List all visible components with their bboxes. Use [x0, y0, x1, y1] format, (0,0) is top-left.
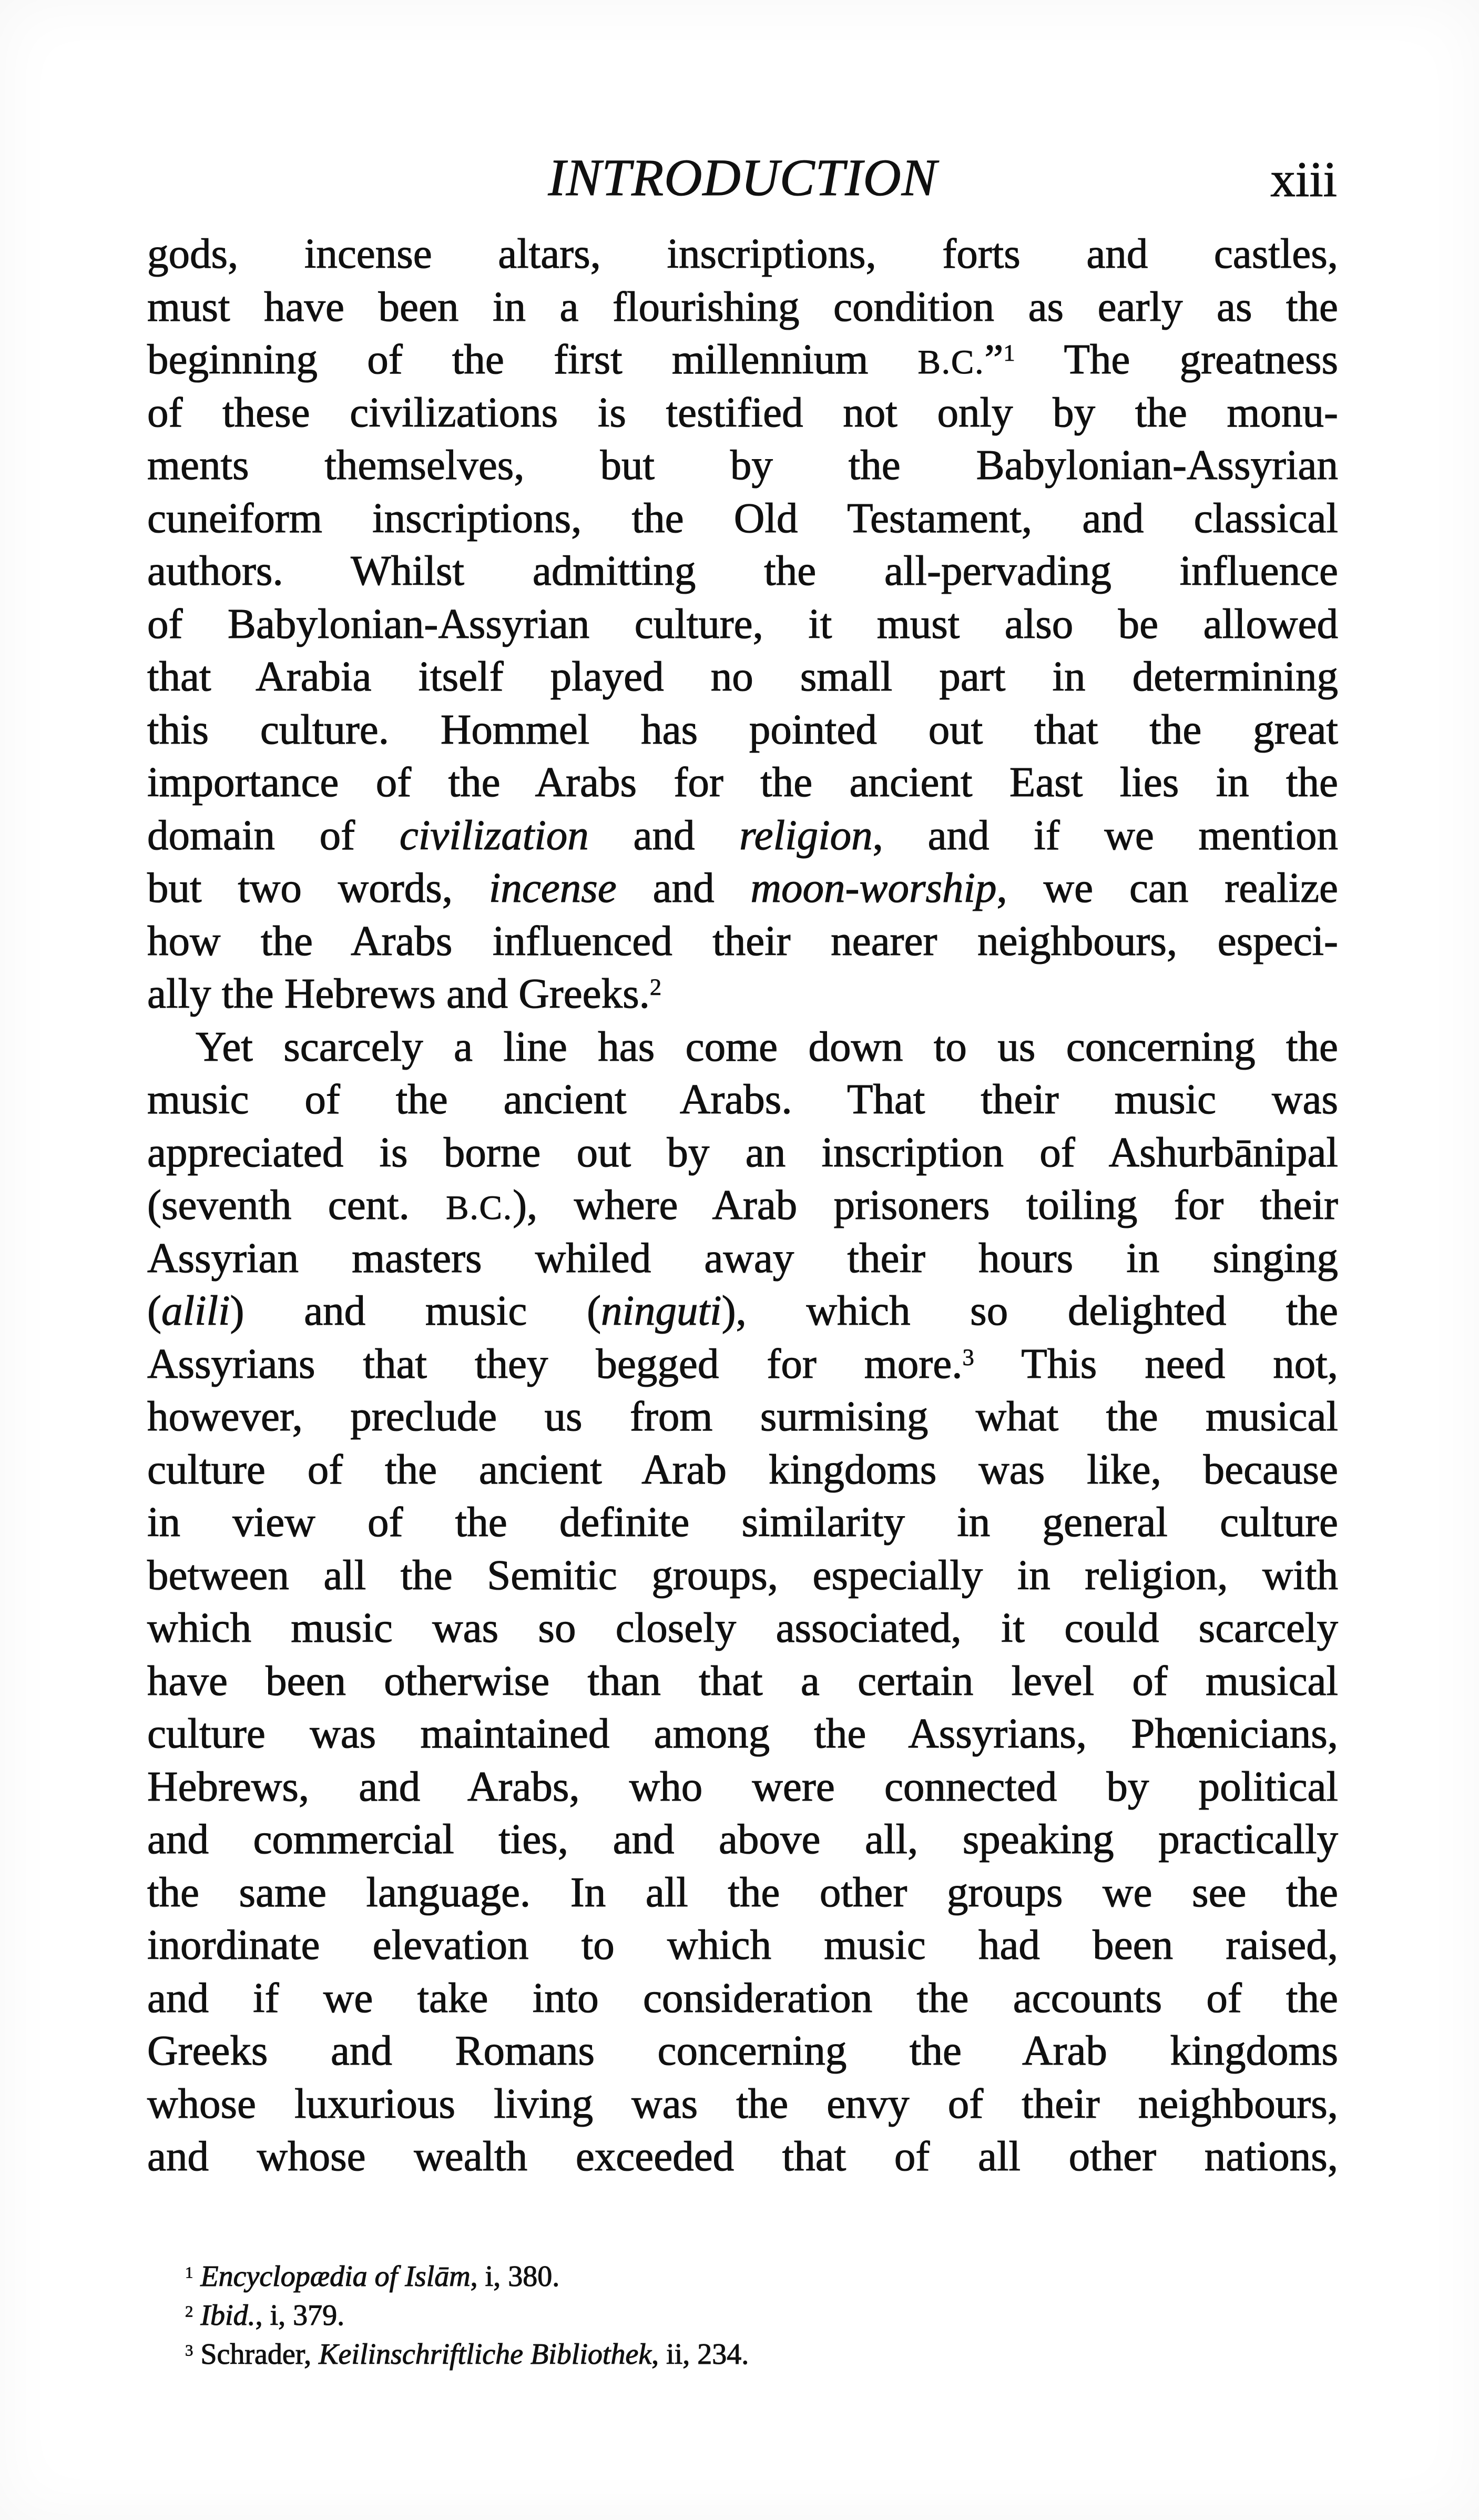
- page-number: xiii: [1270, 151, 1337, 207]
- text-segment: beginning of the first millennium: [147, 336, 918, 383]
- text-segment: music of the ancient Arabs. That their music was: [147, 1075, 1338, 1123]
- text-line: [147, 809, 1338, 862]
- text-segment: Assyrian masters whiled away their hours in singing: [147, 1234, 1338, 1282]
- text-line: [147, 333, 1338, 386]
- text-segment: and commercial ties, and above all, speaking practically: [147, 1815, 1338, 1863]
- text-segment: and: [616, 864, 751, 911]
- text-line: [147, 1232, 1338, 1285]
- text-line: [147, 1496, 1338, 1549]
- text-segment: in view of the definite similarity in general culture: [147, 1498, 1338, 1546]
- text-line: [147, 1866, 1338, 1919]
- text-segment: of Babylonian-Assyrian culture, it must also be allowed: [147, 599, 1338, 647]
- text-segment: culture was maintained among the Assyrians, Phœnicians,: [147, 1710, 1338, 1757]
- text-line: [147, 967, 1338, 1020]
- text-segment: ) and music (: [230, 1287, 601, 1334]
- text-segment: Assyrians that they begged for more.: [147, 1339, 963, 1387]
- text-segment: This need not,: [974, 1339, 1338, 1387]
- text-segment: , i, 380.: [470, 2260, 560, 2293]
- footnote-marker: 2: [185, 2302, 193, 2321]
- text-segment: domain of: [147, 811, 400, 859]
- text-segment: authors. Whilst admitting the all-pervading influence: [147, 547, 1338, 594]
- text-line: [147, 1390, 1338, 1443]
- text-line: [147, 861, 1338, 914]
- text-line: [147, 1443, 1338, 1496]
- text-line: [147, 492, 1338, 545]
- text-line: [147, 914, 1338, 968]
- text-segment: inordinate elevation to which music had been raised,: [147, 1921, 1338, 1968]
- footnote-ref: 1: [1003, 339, 1015, 366]
- body-text: [147, 227, 1338, 2183]
- text-segment: Yet scarcely a line has come down to us concerning the: [196, 1022, 1338, 1070]
- footnotes: [185, 2257, 1339, 2374]
- italic-segment: civilization: [399, 811, 589, 859]
- footnote-ref: 2: [649, 973, 662, 1000]
- text-segment: , ii, 234.: [651, 2338, 749, 2371]
- text-segment: whose luxurious living was the envy of their neighbours,: [147, 2079, 1338, 2127]
- text-line: [147, 1707, 1338, 1760]
- text-segment: , i, 379.: [255, 2299, 345, 2332]
- text-line: [147, 1284, 1338, 1337]
- text-line: [147, 1972, 1338, 2025]
- text-segment: ”: [984, 336, 1004, 383]
- text-segment: and whose wealth exceeded that of all other nations,: [147, 2132, 1338, 2180]
- text-line: [147, 703, 1338, 756]
- italic-segment: Encyclopædia of Islām: [200, 2260, 471, 2293]
- text-line: [147, 1654, 1338, 1708]
- running-head: [147, 148, 1338, 215]
- text-segment: (seventh cent.: [147, 1181, 446, 1228]
- text-segment: culture of the ancient Arab kingdoms was like, because: [147, 1445, 1338, 1493]
- text-segment: must have been in a flourishing condition as early as the: [147, 282, 1338, 330]
- text-segment: ments themselves, but by the Babylonian-Assyrian: [147, 441, 1338, 489]
- italic-segment: Keilinschriftliche Bibliothek: [319, 2338, 652, 2371]
- text-line: [147, 1549, 1338, 1602]
- text-line: [147, 280, 1338, 333]
- text-segment: but two words,: [147, 864, 489, 911]
- footnote-line: [185, 2335, 1339, 2374]
- text-segment: that Arabia itself played no small part in determining: [147, 653, 1338, 700]
- text-line: [147, 227, 1338, 280]
- smallcaps-segment: B.C.: [917, 343, 985, 381]
- text-segment: appreciated is borne out by an inscription of Ashurbānipal: [147, 1128, 1338, 1176]
- text-line: [147, 439, 1338, 492]
- text-line: [147, 1073, 1338, 1126]
- footnote-marker: 1: [185, 2263, 193, 2282]
- italic-segment: alili: [161, 1287, 230, 1334]
- footnote-line: [185, 2257, 1339, 2296]
- text-segment: cuneiform inscriptions, the Old Testament, and classical: [147, 494, 1338, 542]
- italic-segment: religion: [739, 811, 873, 859]
- text-line: [147, 1020, 1338, 1073]
- text-line: [147, 1337, 1338, 1390]
- text-segment: and if we take into consideration the accounts of the: [147, 1974, 1338, 2021]
- text-segment: have been otherwise than that a certain level of musical: [147, 1657, 1338, 1704]
- text-segment: which music was so closely associated, it could scarcely: [147, 1604, 1338, 1651]
- smallcaps-segment: B.C.: [446, 1189, 513, 1227]
- footnote-marker: 3: [185, 2341, 193, 2360]
- text-segment: Schrader,: [200, 2338, 319, 2371]
- text-segment: ), where Arab prisoners toiling for their: [513, 1181, 1338, 1228]
- text-line: [147, 2077, 1338, 2130]
- text-segment: , and if we mention: [872, 811, 1339, 859]
- text-line: [147, 1760, 1338, 1813]
- text-line: [147, 1178, 1338, 1232]
- text-line: [147, 2130, 1338, 2183]
- text-segment: Greeks and Romans concerning the Arab kingdoms: [147, 2027, 1338, 2074]
- text-segment: , we can realize: [996, 864, 1339, 911]
- text-line: [147, 1126, 1338, 1179]
- italic-segment: ninguti: [601, 1287, 722, 1334]
- text-segment: gods, incense altars, inscriptions, forts and castles,: [147, 230, 1338, 277]
- footnote-ref: 3: [962, 1344, 974, 1370]
- text-segment: this culture. Hommel has pointed out that the great: [147, 705, 1338, 753]
- text-segment: of these civilizations is testified not only by the monu-: [147, 388, 1338, 436]
- text-segment: importance of the Arabs for the ancient East lies in the: [147, 758, 1338, 806]
- text-segment: ally the Hebrews and Greeks.: [147, 970, 650, 1017]
- text-line: [147, 650, 1338, 703]
- text-line: [147, 544, 1338, 597]
- text-segment: ), which so delighted the: [721, 1287, 1338, 1334]
- text-segment: The greatness: [1015, 336, 1338, 383]
- text-line: [147, 1813, 1338, 1866]
- text-segment: how the Arabs influenced their nearer neighbours, especi-: [147, 917, 1338, 964]
- text-segment: and: [588, 811, 740, 859]
- text-segment: Hebrews, and Arabs, who were connected by political: [147, 1762, 1338, 1810]
- text-segment: however, preclude us from surmising what the musical: [147, 1393, 1338, 1440]
- italic-segment: Ibid.: [200, 2299, 256, 2332]
- text-line: [147, 1918, 1338, 1972]
- text-line: [147, 2024, 1338, 2077]
- text-line: [147, 1601, 1338, 1654]
- page-title: INTRODUCTION: [548, 148, 937, 207]
- text-segment: (: [147, 1287, 161, 1334]
- text-line: [147, 756, 1338, 809]
- text-segment: between all the Semitic groups, especially in religion, with: [147, 1551, 1338, 1599]
- footnote-line: [185, 2296, 1339, 2335]
- text-segment: the same language. In all the other groups we see the: [147, 1868, 1338, 1916]
- text-line: [147, 386, 1338, 439]
- italic-segment: moon-worship: [750, 864, 997, 911]
- italic-segment: incense: [488, 864, 617, 911]
- text-line: [147, 597, 1338, 651]
